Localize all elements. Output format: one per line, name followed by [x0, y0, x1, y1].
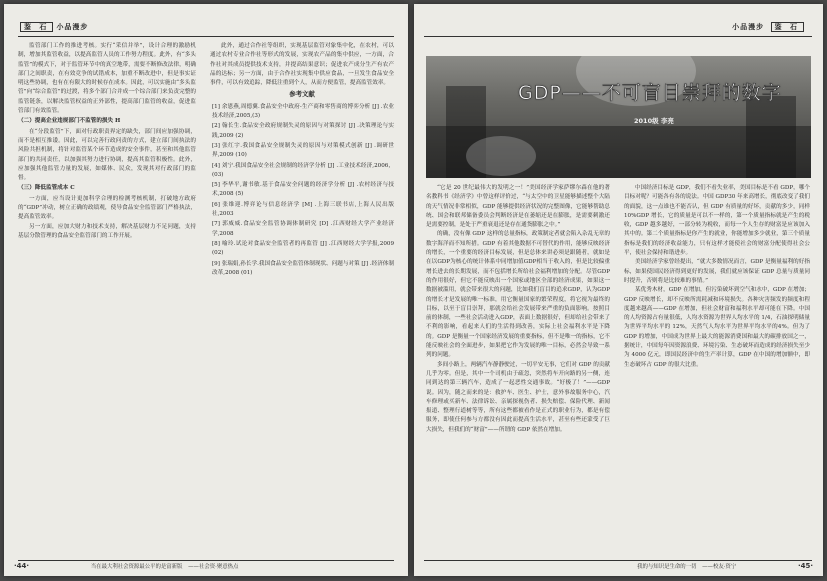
left-column-1	[18, 42, 196, 241]
paragraph: 中国经济目标是 GDP，我们不看失业率，美国目标是不看 GDP，哪个目标对呢？可能各有各的说法。中国 GDP30 年来高增长，彻底改变了我们的面貌，这一点谁也不能否认，但 GDP 有质量的好坏，贡献的多少，同样 10%GDP 增长，它的质量是可以不一样的，第一个质量指标就是产生的税收，GDP 越多越好，一部分转为税收，而每一个人生存的财富是应该加入其中的。第二个质量指标是你产生的就业，你能增加多少就业，第三个质量指标是我们的经济收益能力，只有这样才能使社会的财富分配使得社会公平，使社会保持和谐进步。	[624, 185, 810, 257]
right-page-number: ·45·	[797, 562, 813, 570]
right-column-tag: 小品漫步 鉴 石	[732, 22, 807, 32]
paragraph: 美国经济学家曾经提出，“就大多数情况而言，GDP 是衡量福利的好指标，如果使国民经济得到更好的发展，我们就应该保证 GDP 总量与质量同时提升，否则将是比较难的事情。”	[624, 259, 810, 284]
right-footer-rule	[424, 560, 812, 561]
reference-item: [5] 李华平,谢书敏.基于食品安全问题的经济学分析 [J] .农村经济与技术,2008 (5)	[212, 182, 394, 198]
left-footer-source: ——社会资·聚意热点	[188, 564, 239, 570]
left-column-tag-box: 鉴 石	[20, 22, 53, 32]
right-column-2	[624, 184, 810, 370]
title-banner	[426, 56, 811, 178]
left-footer-slogan: 当在最大利社会资源最公平的是富新版	[90, 564, 183, 570]
paragraph: 多间小路上，两辆汽车静静驶过，一切平安无事，它们对 GDP 的贡献几乎为零。但是，其中一个司机由于疏忽，突然将车开向路的另一侧，连同到达的第三辆汽车，造成了一起恶性交通事故。“好极了！”——GDP 说。因为，随之而来的是：救护车、医生、护士，意外事故服务中心，汽车修理或买新车、法律诉讼、亲属探视伤者、损失赔偿、保险代理、新闻报道、整理行道树等等，所有这些都被看作是正式的职业行为，都是有偿服务，即使任何参与方都没有因此而提高生活水平，甚至有些还蒙受了巨大损失，但我们的“财富”——所谓的 GDP 依然在增加。	[426, 361, 610, 433]
section-heading: （三）降低监管成本 C	[18, 185, 75, 192]
reference-item: [2] 翰长生.食品安全政府规制失灵的原因与对策探讨 [J] .决策理论与实践,2009 (2)	[212, 123, 394, 139]
reference-item: [6] 张维迎.博弈论与信息经济学 [M] .上海三联书店,上海人民出版社,2003	[212, 201, 394, 218]
right-footer	[637, 562, 813, 570]
references-heading: 参考文献	[289, 90, 315, 99]
left-column-2	[210, 42, 394, 279]
left-header-rule	[18, 36, 394, 37]
paragraph: 在“分段监管”下，面对行政职责界定的缺失，部门间应加强协调，而不是相互推诿。因此，可以完善行政问责的方式，建立部门间执法的风险共担机制，将针对监管某个环节造成的安全事件，甚至和其他监管部门的共同责任，以加强其努力进行协调，提高其监管积极性。此外，应加强其他监管力量的发展，如媒体、民众，发现其对行政部门的监督。	[18, 128, 196, 182]
paragraph: 另一方面，应加大财力和技术支持，解决基层财力不足问题，支持基层分散管理的食品安全监管部门的工作开展。	[18, 223, 196, 239]
article-title: GDP——不可盲目崇拜的数字	[518, 82, 782, 104]
right-page	[414, 4, 823, 576]
right-footer-source: ——校友·资宁	[702, 564, 737, 570]
paragraph: 监管部门工作的推进考核。实行“采信并举”，设计合理的激励机制，增加其监管收益，以提高监管人员的工作努力程度。此外，有“多头监管”的模式下，对于监管环节中的真空地带，需要不断修改法律，明确部门之间职责，在有效竞争的试错成本，加重不断改进中，但是事实证明这些协调，也有在有限大的时候存在成本。因此，可以实施由“多头监管”向“综合监管”的过渡，将多个部门合并成一个综合部门来负责完整的监管链条，以解决监管权益的正外部性，提高部门监管的收益，促进监管部门有效监管。	[18, 43, 196, 115]
right-column-tag-box: 鉴 石	[771, 22, 804, 32]
right-column-1	[426, 184, 610, 435]
left-page-number: ·44·	[14, 562, 30, 570]
paragraph: 此外，通过合作社等组织，实现基层监管对象集中化，在农村，可以通过农村专业合作社等形式的发展，实现农产品的集中供应，一方面，合作社对其成员提供技术支持，并提高结果意识；促进农产成分生产有农产品的达标；另一方面，由于合作社实现集中供应食品，一旦发生食品安全事件，可以有效追踪，降低注重到个人，从而方便监管，提高监管效率。	[210, 43, 394, 87]
paragraph: 某优秀木材，GDP 在增加，但污染破坏到空气和水中，GDP 在增加；GDP 反映增长，却不反映所需耗减和环境损失。各种灾害频发的频度和程度越来越高——GDP 在增加，但社会财富和福利水平却可能在下降。中国的人均资源占有量很低，人均水资源为世界人均水平的 1/4，石油探明储量为世界平均水平的 12%，天然气人均水平为世界平均水平的4%。但为了 GDP 的增加，中国成为世界上最大的能源消费国和最大的碳排放国之一，据统计，中国每年因资源浪费、环境污染、生态破坏而造成的经济损失至少为 4000 亿元，即国民经济中的生产率计算，GDP 在中国的增加额中，即生态破坏占 GDP 的很大比重。	[624, 287, 810, 368]
left-page	[4, 4, 408, 576]
section-heading: （二）提高企业违规部门不监管的损失 H	[18, 118, 121, 125]
reference-item: [4] 刘宁.我国食品安全社会规制的经济学分析 [J] .工业技术经济,2006，(03)	[212, 162, 394, 178]
reference-item: [7] 郭威威.食品安全监管协调体制研究 [D] .江西财经大学产业经济学,2008	[212, 221, 394, 237]
reference-item: [3] 张红宇.我国食品安全规制失灵的原因与对策模式创新 [J] .调研世界,2009 (10)	[212, 142, 394, 159]
paragraph: “它是 20 世纪最伟大的发明之一！”美国经济学家萨缪尔森在他的著名教科书《经济学》中曾这样评价过，“与太空中的卫星能够描述整个大陆的天气情况非常相似，GDP 能够提供经济状况的完整图像，它能够帮助总统、国会和联邦储备委员会判断经济是在萎缩还是在膨胀，是需要刺激还是需要控制，是处于严重衰退还是存在通货膨胀之中。”	[426, 185, 610, 229]
left-footer	[14, 562, 238, 570]
right-footer-slogan: 我的与知识是生命的一切	[637, 564, 697, 570]
right-header-rule	[424, 36, 812, 37]
paragraph: 的确，没有像 GDP 这样的总量指标，政策制定者就会陷入杂乱无章的数字海洋而不知所措。GDP 有着其他数据不可替代的作用，能够反映经济的增长，一个重要的经济目标发展，但是总体来讲必须是跟随者，就如是在以GDP为核心的统计体系中同增加值GDP相当于收入的，但是比较偏重增长进去的长期发展，而不包括增长所给社会福利增加的分配。尽管GDP的作用很好，但它不能反映出一个国家或地区全部的经济成果，如果这一数据被滥用，就会带来很大的问题，比如我们盲目的追求GDP，认为GDP 的增长才是发展的唯一标准，用它衡量国家的繁荣程度，将它视为最终的目标，以至于盲目崇拜，那就会给社会发展带来严重的负面影响。按照目前的体制，一些社会活动进入GDP，表面上数据很好，但却给社会带来了不利的影响，看起来人们的生活得到改善，实际上社会福利水平是下降的。GDP 是衡量一个国家经济发展的重要指标，但不是唯一的指标，它不能反映社会的全面进步，如果把它作为发展的唯一目标，必然会导致一系列的问题。	[426, 231, 610, 359]
reference-item: [1] 余恩燕,周德翼.食品安全中政府-生产商和零售商的博弈分析 [J] .农业技术经济,2005,(3)	[212, 103, 394, 120]
left-column-tag: 鉴 石 小品漫步	[20, 22, 88, 32]
reference-item: [8] 喻玲.试论对食品安全监管者的再监管 [J] .江西财经大学学报,2009 (02)	[212, 240, 394, 257]
article-byline: 2010级 李亮	[634, 117, 674, 125]
reference-item: [9] 张瑞娟,孙长学.我国食品安全监管体制现状、问题与对策 [J] .经济体制改革,2008 (01)	[212, 260, 394, 276]
paragraph: 一方面，应当设计更加科学合理的检测考核机制，打破地方政府的“GDP”冲动，树立正确的政绩观，使导食品安全监管部门严格执法，提高监管效率。	[18, 195, 196, 221]
left-footer-rule	[18, 560, 394, 561]
